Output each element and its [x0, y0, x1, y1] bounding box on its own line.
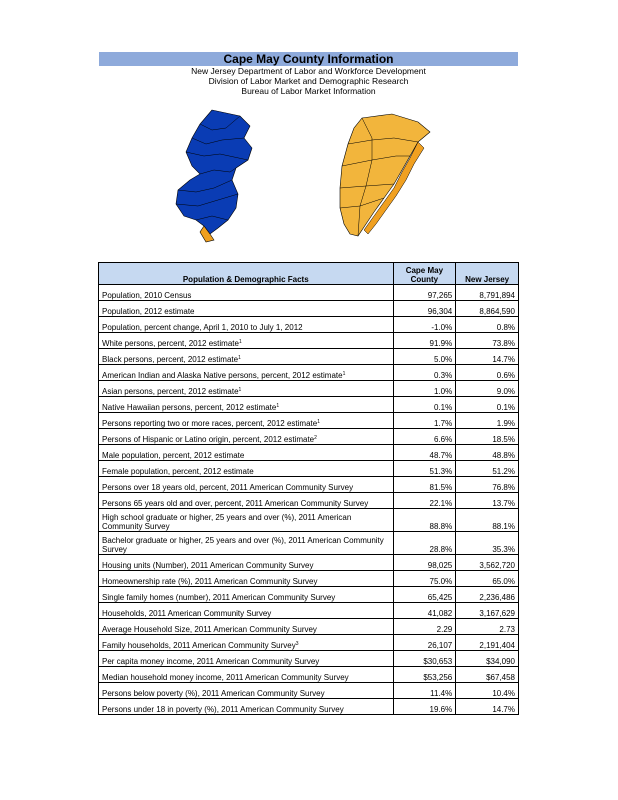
table-row [99, 635, 519, 651]
nj-value: 35.3% [456, 532, 519, 555]
county-value: 97,265 [393, 285, 456, 301]
footnote-marker: 1 [276, 403, 280, 409]
footnote-marker: 1 [238, 387, 242, 393]
row-label [99, 555, 394, 571]
table-row [99, 365, 519, 381]
row-label [99, 651, 394, 667]
nj-value: 8,791,894 [456, 285, 519, 301]
table-row [99, 301, 519, 317]
nj-value: $34,090 [456, 651, 519, 667]
row-label-text: High school graduate or higher, 25 years and over (%), 2011 American Community Survey [102, 513, 352, 531]
county-value: 19.6% [393, 699, 456, 715]
nj-value: 76.8% [456, 477, 519, 493]
nj-value: 14.7% [456, 349, 519, 365]
table-row [99, 587, 519, 603]
table-row [99, 333, 519, 349]
row-label [99, 571, 394, 587]
row-label [99, 587, 394, 603]
nj-value: 3,167,629 [456, 603, 519, 619]
county-value: 75.0% [393, 571, 456, 587]
nj-value: 48.8% [456, 445, 519, 461]
nj-value: 0.6% [456, 365, 519, 381]
row-label [99, 683, 394, 699]
row-label-text: Median household money income, 2011 American Community Survey [102, 673, 349, 682]
nj-value: 3,562,720 [456, 555, 519, 571]
county-value: 96,304 [393, 301, 456, 317]
column-header-county: Cape May County [393, 263, 456, 285]
row-label-text: Households, 2011 American Community Survey [102, 609, 272, 618]
demographic-facts-table [98, 262, 519, 715]
nj-value: 2,236,486 [456, 587, 519, 603]
row-label [99, 635, 394, 651]
row-label-text: Per capita money income, 2011 American Community Survey [102, 657, 320, 666]
table-row [99, 381, 519, 397]
table-row [99, 477, 519, 493]
row-label [99, 333, 394, 349]
row-label [99, 445, 394, 461]
row-label [99, 397, 394, 413]
row-label [99, 285, 394, 301]
county-value: 81.5% [393, 477, 456, 493]
row-label-text: Persons reporting two or more races, percent, 2012 estimate [102, 419, 318, 428]
county-value: 26,107 [393, 635, 456, 651]
table-row [99, 429, 519, 445]
nj-value: 73.8% [456, 333, 519, 349]
row-label [99, 365, 394, 381]
row-label-text: American Indian and Alaska Native persons, percent, 2012 estimate [102, 371, 343, 380]
row-label-text: White persons, percent, 2012 estimate [102, 339, 239, 348]
row-label-text: Population, percent change, April 1, 2010 to July 1, 2012 [102, 323, 303, 332]
maps-figure [0, 108, 618, 248]
row-label [99, 509, 394, 532]
row-label-text: Asian persons, percent, 2012 estimate [102, 387, 239, 396]
table-row [99, 699, 519, 715]
row-label [99, 619, 394, 635]
table-row [99, 619, 519, 635]
nj-value: 0.1% [456, 397, 519, 413]
table-row [99, 349, 519, 365]
table-row [99, 532, 519, 555]
nj-value: 2.73 [456, 619, 519, 635]
table-row [99, 413, 519, 429]
row-label [99, 429, 394, 445]
row-label [99, 667, 394, 683]
nj-value: 9.0% [456, 381, 519, 397]
county-value: 11.4% [393, 683, 456, 699]
row-label [99, 493, 394, 509]
table-row [99, 285, 519, 301]
row-label [99, 301, 394, 317]
row-label [99, 699, 394, 715]
table-row [99, 445, 519, 461]
row-label [99, 477, 394, 493]
footnote-marker: 1 [238, 339, 242, 345]
nj-value: 10.4% [456, 683, 519, 699]
table-row [99, 603, 519, 619]
new-jersey-map [176, 110, 252, 242]
row-label-text: Population, 2012 estimate [102, 307, 195, 316]
nj-value: 13.7% [456, 493, 519, 509]
row-label-text: Housing units (Number), 2011 American Community Survey [102, 561, 314, 570]
county-value: 5.0% [393, 349, 456, 365]
row-label [99, 349, 394, 365]
column-header-facts: Population & Demographic Facts [99, 263, 394, 285]
row-label [99, 532, 394, 555]
row-label-text: Average Household Size, 2011 American Community Survey [102, 625, 317, 634]
row-label-text: Persons under 18 in poverty (%), 2011 American Community Survey [102, 705, 344, 714]
county-value: 88.8% [393, 509, 456, 532]
county-value: 6.6% [393, 429, 456, 445]
table-row [99, 651, 519, 667]
nj-value: $67,458 [456, 667, 519, 683]
row-label [99, 413, 394, 429]
row-label [99, 381, 394, 397]
county-value: 0.1% [393, 397, 456, 413]
county-value: $30,653 [393, 651, 456, 667]
row-label-text: Family households, 2011 American Community Survey [102, 641, 296, 650]
nj-value: 8,864,590 [456, 301, 519, 317]
footnote-marker: 1 [317, 419, 320, 425]
row-label-text: Single family homes (number), 2011 American Community Survey [102, 593, 336, 602]
page-title: Cape May County Information [99, 52, 518, 66]
row-label-text: Population, 2010 Census [102, 291, 192, 300]
county-value: 1.7% [393, 413, 456, 429]
nj-value: 0.8% [456, 317, 519, 333]
nj-value: 14.7% [456, 699, 519, 715]
nj-value: 51.2% [456, 461, 519, 477]
table-row [99, 461, 519, 477]
row-label-text: Persons below poverty (%), 2011 American Community Survey [102, 689, 325, 698]
table-row [99, 397, 519, 413]
subtitle-division: Division of Labor Market and Demographic Research [208, 76, 409, 86]
county-value: 41,082 [393, 603, 456, 619]
footnote-marker: 3 [295, 641, 299, 647]
table-row [99, 317, 519, 333]
county-value: $53,256 [393, 667, 456, 683]
row-label-text: Persons 65 years old and over, percent, 2011 American Community Survey [102, 499, 369, 508]
county-value: -1.0% [393, 317, 456, 333]
footnote-marker: 1 [238, 355, 241, 361]
row-label-text: Persons of Hispanic or Latino origin, percent, 2012 estimate [102, 435, 315, 444]
row-label-text: Bachelor graduate or higher, 25 years and over (%), 2011 American Community Survey [102, 536, 384, 554]
county-value: 0.3% [393, 365, 456, 381]
county-value: 51.3% [393, 461, 456, 477]
county-value: 98,025 [393, 555, 456, 571]
row-label [99, 317, 394, 333]
county-value: 28.8% [393, 532, 456, 555]
subtitle-bureau: Bureau of Labor Market Information [241, 86, 376, 96]
county-value: 1.0% [393, 381, 456, 397]
county-value: 65,425 [393, 587, 456, 603]
table-row [99, 683, 519, 699]
footnote-marker: 2 [314, 435, 317, 441]
column-header-nj: New Jersey [456, 263, 519, 285]
county-value: 2.29 [393, 619, 456, 635]
footnote-marker: 1 [342, 371, 346, 377]
row-label [99, 461, 394, 477]
subtitle-department: New Jersey Department of Labor and Workforce Development [191, 66, 426, 76]
county-value: 22.1% [393, 493, 456, 509]
table-row [99, 555, 519, 571]
table-row [99, 493, 519, 509]
table-row [99, 509, 519, 532]
nj-value: 1.9% [456, 413, 519, 429]
nj-value: 65.0% [456, 571, 519, 587]
nj-value: 88.1% [456, 509, 519, 532]
cape-may-county-map [340, 114, 430, 236]
nj-value: 18.5% [456, 429, 519, 445]
row-label-text: Native Hawaiian persons, percent, 2012 estimate [102, 403, 277, 412]
row-label-text: Persons over 18 years old, percent, 2011 American Community Survey [102, 483, 354, 492]
county-value: 48.7% [393, 445, 456, 461]
row-label-text: Homeownership rate (%), 2011 American Community Survey [102, 577, 318, 586]
row-label-text: Female population, percent, 2012 estimate [102, 467, 254, 476]
nj-value: 2,191,404 [456, 635, 519, 651]
table-row [99, 667, 519, 683]
table-row [99, 571, 519, 587]
row-label-text: Black persons, percent, 2012 estimate [102, 355, 239, 364]
county-value: 91.9% [393, 333, 456, 349]
row-label [99, 603, 394, 619]
row-label-text: Male population, percent, 2012 estimate [102, 451, 245, 460]
